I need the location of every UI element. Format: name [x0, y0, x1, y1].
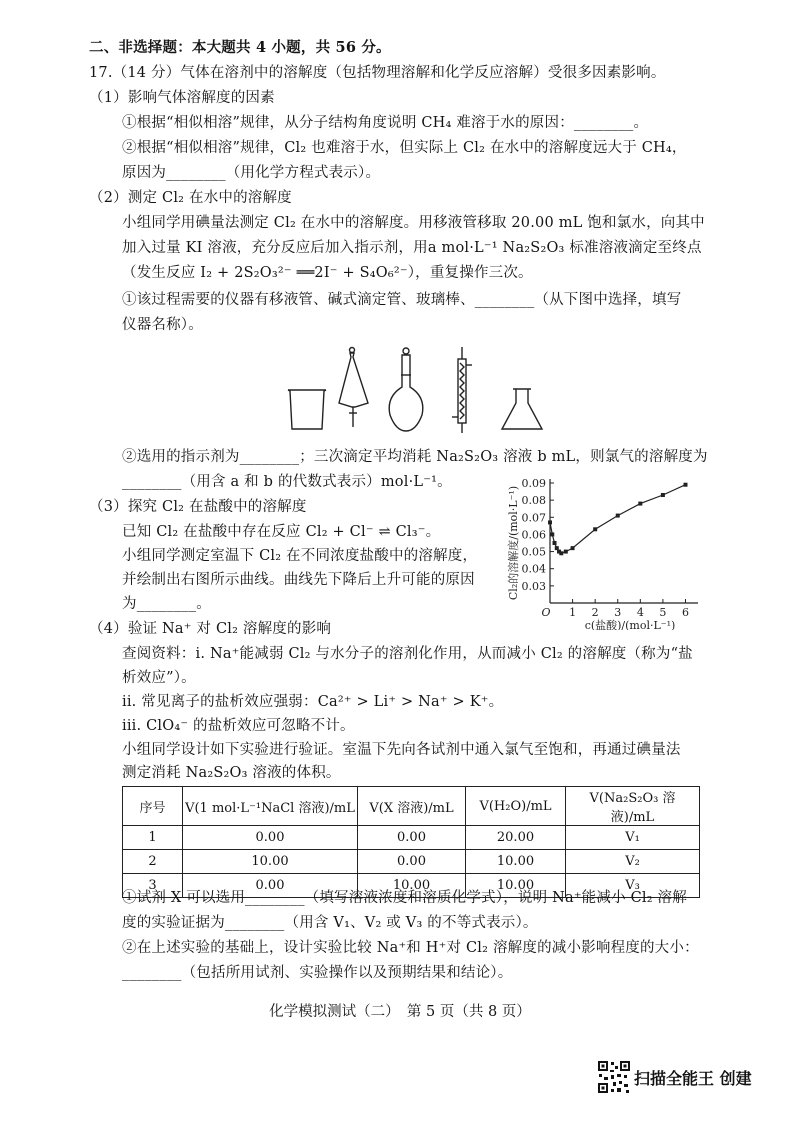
data-point: [683, 483, 687, 487]
table-header: V(1 mol·L⁻¹NaCl 溶液)/mL: [183, 787, 358, 826]
data-point: [564, 550, 568, 554]
part-2-item-1-cont: 仪器名称）。: [122, 317, 203, 333]
data-point: [571, 546, 575, 550]
table-header-row: [123, 787, 700, 826]
part-4-text-1: 小组同学设计如下实验进行验证。室温下先向各试剂中通入氯气至饱和，再通过碘量法: [122, 742, 681, 758]
part-2-text-2: 加入过量 KI 溶液，充分反应后加入指示剂，用a mol·L⁻¹ Na₂S₂O₃ 标准溶液滴定至终点: [122, 240, 702, 256]
table-cell: V₃: [566, 874, 700, 898]
part-4-info-1: 查阅资料：i. Na⁺能减弱 Cl₂ 与水分子的溶剂化作用，从而减小 Cl₂ 的溶解度（称为“盐: [122, 646, 693, 662]
table-row: [123, 850, 700, 874]
part-2-text-1: 小组同学用碘量法测定 Cl₂ 在水中的溶解度。用移液管移取 20.00 mL 饱和氯水，向其中: [122, 215, 705, 231]
y-tick-label: 0.07: [521, 511, 546, 525]
condenser-icon: [452, 347, 472, 433]
data-point: [616, 514, 620, 518]
chart-svg: [505, 475, 715, 630]
part-4-item-1-cont: 度的实验证据为________（用含 V₁、V₂ 或 V₃ 的不等式表示）。: [122, 915, 538, 931]
x-tick-label: 2: [591, 606, 599, 619]
data-point: [661, 493, 665, 497]
table-cell: 0.00: [183, 874, 358, 898]
part-4-item-2: ②在上述实验的基础上，设计实验比较 Na⁺和 H⁺对 Cl₂ 溶解度的减小影响程度的大小：: [122, 940, 699, 956]
part-3-text-2: 小组同学测定室温下 Cl₂ 在不同浓度盐酸中的溶解度，: [122, 548, 478, 564]
table-cell: 10.00: [466, 874, 566, 898]
table-cell: 0.00: [358, 826, 466, 850]
apparatus-figure: [280, 345, 550, 435]
part-3-text-1: 已知 Cl₂ 在盐酸中存在反应 Cl₂ + Cl⁻ ⇌ Cl₃⁻。: [122, 524, 441, 540]
data-point: [553, 541, 557, 545]
table-cell: 1: [123, 826, 183, 850]
part-4-info-2: ii. 常见离子的盐析效应强弱：Ca²⁺ > Li⁺ > Na⁺ > K⁺。: [122, 694, 504, 710]
y-tick-label: 0.06: [521, 528, 546, 542]
y-axis-label: Cl₂的溶解度/(mol·L⁻¹): [507, 485, 520, 601]
part-2-heading: （2）测定 Cl₂ 在水中的溶解度: [89, 190, 292, 206]
table-cell: 0.00: [183, 826, 358, 850]
table-header: V(Na₂S₂O₃ 溶液)/mL: [566, 787, 700, 826]
data-point: [555, 546, 559, 550]
table-cell: 3: [123, 874, 183, 898]
origin-label: O: [541, 606, 551, 619]
table-cell: 10.00: [466, 850, 566, 874]
part-4-item-1: ①试剂 X 可以选用________（填写溶液浓度和溶质化学式），说明 Na⁺能减小 Cl₂ 溶解: [122, 890, 687, 906]
conical-flask-icon: [502, 389, 542, 429]
part-1-item-2-cont: 原因为________（用化学方程式表示）。: [122, 165, 381, 181]
y-tick-label: 0.04: [521, 562, 546, 576]
part-2-item-2: ②选用的指示剂为________；三次滴定平均消耗 Na₂S₂O₃ 溶液 b mL，则氯气的溶解度为: [122, 449, 708, 465]
table-header: 序号: [123, 787, 183, 826]
part-2-item-2-cont: ________（用含 a 和 b 的代数式表示）mol·L⁻¹。: [122, 474, 452, 490]
part-2-text-3: （发生反应 I₂ + 2S₂O₃²⁻ ══2I⁻ + S₄O₆²⁻），重复操作三次。: [122, 265, 533, 281]
beaker-icon: [288, 390, 326, 429]
table-row: [123, 826, 700, 850]
x-tick-label: 5: [659, 606, 667, 619]
experiment-table: [122, 786, 700, 898]
data-point: [548, 520, 552, 524]
table-header: V(X 溶液)/mL: [358, 787, 466, 826]
part-2-item-1: ①该过程需要的仪器有移液管、碱式滴定管、玻璃棒、________（从下图中选择，填写: [122, 292, 682, 308]
x-axis-label: c(盐酸)/(mol·L⁻¹): [584, 619, 676, 630]
volumetric-flask-icon: [389, 348, 423, 431]
table-header: V(H₂O)/mL: [466, 787, 566, 826]
x-tick-label: 6: [681, 606, 689, 619]
y-tick-label: 0.05: [521, 545, 546, 559]
part-4-info-1-cont: 析效应”）。: [122, 670, 196, 686]
y-tick-label: 0.03: [521, 579, 546, 593]
table-cell: 20.00: [466, 826, 566, 850]
part-4-text-2: 测定消耗 Na₂S₂O₃ 溶液的体积。: [122, 765, 341, 781]
section-heading: 二、非选择题：本大题共 4 小题，共 56 分。: [89, 39, 391, 56]
part-4-heading: （4）验证 Na⁺ 对 Cl₂ 溶解度的影响: [89, 621, 332, 637]
y-tick-label: 0.08: [521, 494, 546, 508]
data-point: [593, 527, 597, 531]
separatory-funnel-icon: [339, 348, 368, 428]
scanner-watermark: 扫描全能王 创建: [634, 1069, 752, 1088]
solubility-chart: [505, 475, 715, 630]
table-cell: V₂: [566, 850, 700, 874]
qr-code-icon: [597, 1060, 631, 1094]
x-tick-label: 4: [636, 606, 644, 619]
question-17-intro: 17.（14 分）气体在溶剂中的溶解度（包括物理溶解和化学反应溶解）受很多因素影响。: [89, 65, 666, 81]
data-point: [550, 532, 554, 536]
table-cell: 2: [123, 850, 183, 874]
part-3-heading: （3）探究 Cl₂ 在盐酸中的溶解度: [89, 499, 307, 515]
page-footer: 化学模拟测试（二） 第 5 页（共 8 页）: [269, 1004, 531, 1020]
table-cell: 10.00: [358, 874, 466, 898]
part-3-text-3: 并绘制出右图所示曲线。曲线先下降后上升可能的原因: [122, 572, 475, 588]
part-1-item-2: ②根据“相似相溶”规律，Cl₂ 也难溶于水，但实际上 Cl₂ 在水中的溶解度远大于 CH₄，: [122, 140, 687, 156]
x-tick-label: 3: [614, 606, 622, 619]
table-cell: 0.00: [358, 850, 466, 874]
y-tick-label: 0.09: [521, 477, 546, 490]
data-point: [559, 551, 563, 555]
part-1-item-1: ①根据“相似相溶”规律，从分子结构角度说明 CH₄ 难溶于水的原因：________。: [122, 115, 649, 131]
table-cell: V₁: [566, 826, 700, 850]
data-point: [638, 502, 642, 506]
part-3-text-4: 为________。: [122, 596, 211, 612]
x-tick-label: 1: [569, 606, 577, 619]
part-4-info-3: iii. ClO₄⁻ 的盐析效应可忽略不计。: [122, 718, 355, 734]
part-1-heading: （1）影响气体溶解度的因素: [89, 90, 275, 106]
solubility-curve: [550, 485, 686, 554]
part-4-item-2-cont: ________（包括所用试剂、实验操作以及预期结果和结论）。: [122, 965, 513, 981]
table-cell: 10.00: [183, 850, 358, 874]
